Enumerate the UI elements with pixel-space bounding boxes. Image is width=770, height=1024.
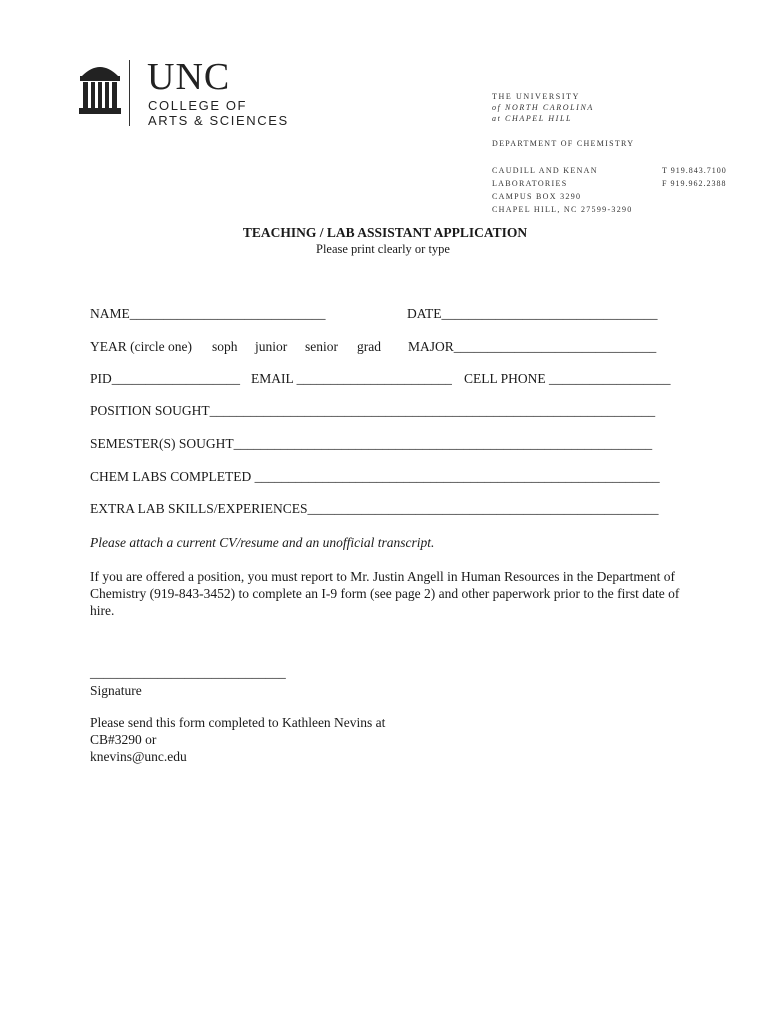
address-line: CHAPEL HILL, NC 27599-3290 xyxy=(492,205,633,214)
signature-line[interactable]: _____________________________ xyxy=(90,665,286,680)
address-line: LABORATORIES xyxy=(492,179,568,188)
major-field[interactable]: MAJOR______________________________ xyxy=(408,339,657,354)
attach-note: Please attach a current CV/resume and an unofficial transcript. xyxy=(90,535,435,550)
form-subtitle: Please print clearly or type xyxy=(316,242,450,256)
pid-field[interactable]: PID___________________ xyxy=(90,371,241,386)
university-line-3: at CHAPEL HILL xyxy=(492,114,573,123)
chem-labs-completed-field[interactable]: CHEM LABS COMPLETED ____________________________________________________________ xyxy=(90,469,660,484)
year-option-senior[interactable]: senior xyxy=(305,339,338,354)
contact-numbers xyxy=(662,164,727,190)
university-line-1: THE UNIVERSITY xyxy=(492,92,580,101)
college-line-1: COLLEGE OF xyxy=(148,98,248,113)
extra-lab-skills-field[interactable]: EXTRA LAB SKILLS/EXPERIENCES____________________________________________________ xyxy=(90,501,659,516)
university-line-2: of NORTH CAROLINA xyxy=(492,103,594,112)
department-name: DEPARTMENT OF CHEMISTRY xyxy=(492,139,635,148)
logo-divider xyxy=(129,60,130,126)
email-field[interactable]: EMAIL _______________________ xyxy=(251,371,452,386)
old-well-icon xyxy=(78,60,122,116)
phone-number: T 919.843.7100 xyxy=(662,166,727,175)
university-name xyxy=(492,91,594,124)
name-field[interactable]: NAME_____________________________ xyxy=(90,306,326,321)
address-line: CAUDILL AND KENAN xyxy=(492,166,598,175)
position-sought-field[interactable]: POSITION SOUGHT__________________________________________________________________ xyxy=(90,403,656,418)
cell-phone-field[interactable]: CELL PHONE __________________ xyxy=(464,371,671,386)
department-address xyxy=(492,164,633,216)
date-field[interactable]: DATE________________________________ xyxy=(407,306,658,321)
unc-wordmark: UNC xyxy=(147,56,231,98)
signature-label: Signature xyxy=(90,683,142,698)
contact-email: knevins@unc.edu xyxy=(90,749,187,764)
fax-number: F 919.962.2388 xyxy=(662,179,727,188)
form-title: TEACHING / LAB ASSISTANT APPLICATION xyxy=(242,225,528,240)
campus-box: CB#3290 or xyxy=(90,732,157,747)
college-line-2: ARTS & SCIENCES xyxy=(148,113,289,128)
address-line: CAMPUS BOX 3290 xyxy=(492,192,582,201)
submission-instruction: Please send this form completed to Kathleen Nevins at xyxy=(90,715,386,730)
college-name xyxy=(148,98,289,128)
year-option-junior[interactable]: junior xyxy=(255,339,288,354)
semesters-sought-field[interactable]: SEMESTER(S) SOUGHT______________________________________________________________ xyxy=(90,436,653,451)
year-label: YEAR (circle one) xyxy=(90,339,192,354)
year-option-grad[interactable]: grad xyxy=(357,339,381,354)
offer-paragraph: If you are offered a position, you must report to Mr. Justin Angell in Human Resources in the Department of Chemistry (919-843-3452) to complete an I-9 form (see page 2) and other paperwork prior to the first date of hire. xyxy=(90,569,680,618)
year-option-soph[interactable]: soph xyxy=(212,339,238,354)
